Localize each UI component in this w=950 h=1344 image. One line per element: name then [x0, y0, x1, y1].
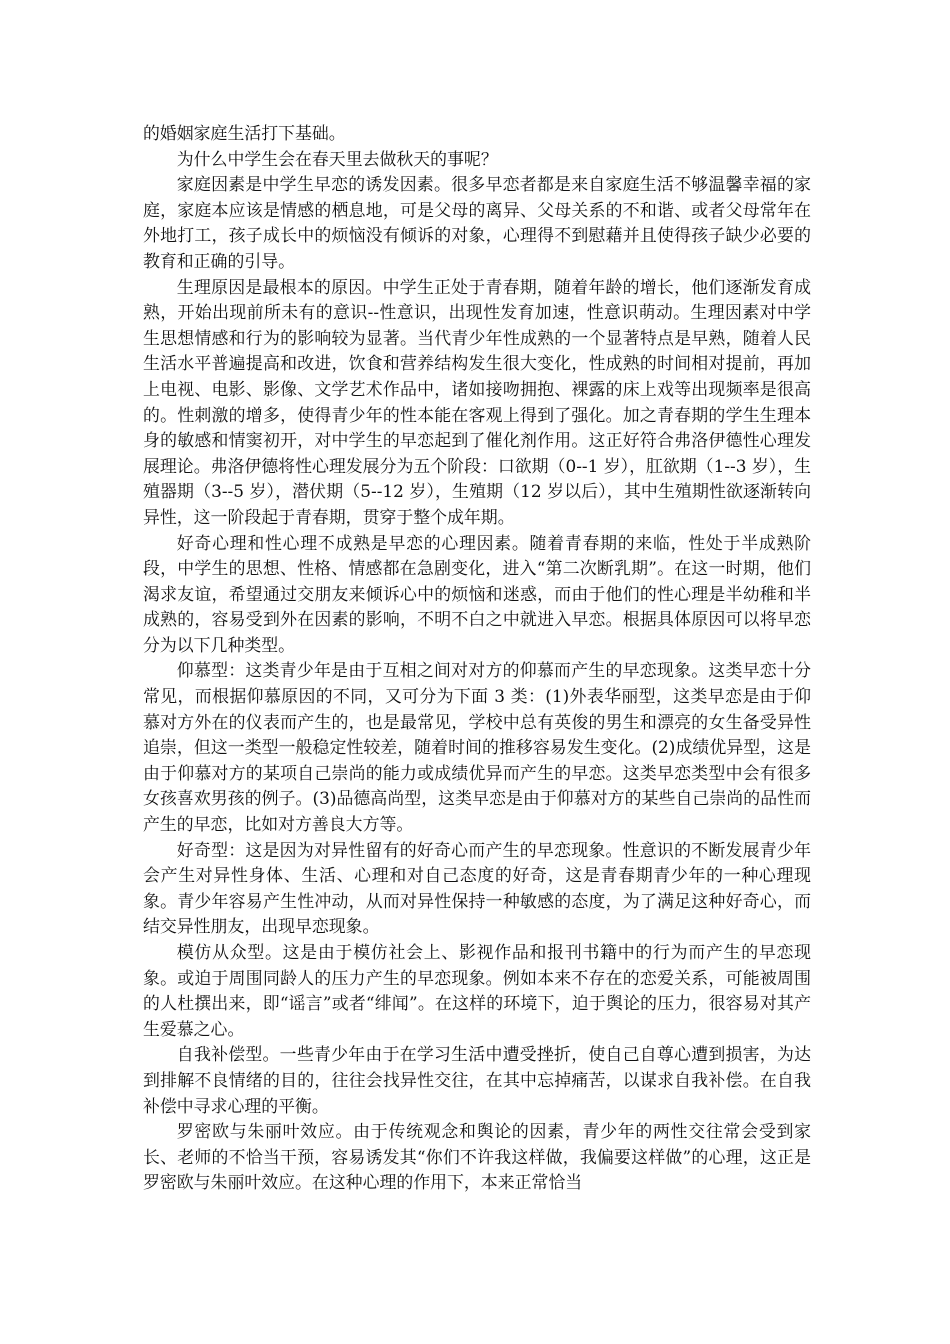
paragraph-7: 好奇型：这是因为对异性留有的好奇心而产生的早恋现象。性意识的不断发展青少年会产生对异性身体、生活、心理和对自己态度的好奇，这是青春期青少年的一种心理现象。青少年容易产生性冲动，从而对异性保持一种敏感的态度，为了满足这种好奇心，而结交异性朋友，出现早恋现象。 [143, 839, 811, 937]
paragraph-6: 仰慕型：这类青少年是由于互相之间对对方的仰慕而产生的早恋现象。这类早恋十分常见，而根据仰慕原因的不同，又可分为下面 3 类：(1)外表华丽型，这类早恋是由于仰慕对方外在的仪表而产生的，也是最常见，学校中总有英俊的男生和漂亮的女生备受异性追崇，但这一类型一般稳定性较差，随着时间的推移容易发生变化。(2)成绩优异型，这是由于仰慕对方的某项自己崇尚的能力或成绩优异而产生的早恋。这类早恋类型中会有很多女孩喜欢男孩的例子。(3)品德高尚型，这类早恋是由于仰慕对方的某些自己崇尚的品性而产生的早恋，比如对方善良大方等。 [143, 660, 811, 835]
paragraph-3: 家庭因素是中学生早恋的诱发因素。很多早恋者都是来自家庭生活不够温馨幸福的家庭，家庭本应该是情感的栖息地，可是父母的离异、父母关系的不和谐、或者父母常年在外地打工，孩子成长中的烦恼没有倾诉的对象，心理得不到慰藉并且使得孩子缺少必要的教育和正确的引导。 [143, 174, 811, 271]
paragraph-9: 自我补偿型。一些青少年由于在学习生活中遭受挫折，使自己自尊心遭到损害，为达到排解不良情绪的目的，往往会找异性交往，在其中忘掉痛苦，以谋求自我补偿。在自我补偿中寻求心理的平衡。 [143, 1044, 811, 1116]
paragraph-10: 罗密欧与朱丽叶效应。由于传统观念和舆论的因素，青少年的两性交往常会受到家长、老师的不恰当干预，容易诱发其“你们不许我这样做，我偏要这样做”的心理，这正是罗密欧与朱丽叶效应。在这种心理的作用下，本来正常恰当 [143, 1121, 811, 1193]
paragraph-1: 的婚姻家庭生活打下基础。 [143, 123, 346, 143]
paragraph-8: 模仿从众型。这是由于模仿社会上、影视作品和报刊书籍中的行为而产生的早恋现象。或迫于周围同龄人的压力产生的早恋现象。例如本来不存在的恋爱关系，可能被周围的人杜撰出来，即“谣言”或者“绯闻”。在这样的环境下，迫于舆论的压力，很容易对其产生爱慕之心。 [143, 942, 811, 1039]
document-body [143, 121, 811, 1196]
paragraph-5: 好奇心理和性心理不成熟是早恋的心理因素。随着青春期的来临，性处于半成熟阶段，中学生的思想、性格、情感都在急剧变化，进入“第二次断乳期”。在这一时期，他们渴求友谊，希望通过交朋友来倾诉心中的烦恼和迷惑，而由于他们的性心理是半幼稚和半成熟的，容易受到外在因素的影响，不明不白之中就进入早恋。根据具体原因可以将早恋分为以下几种类型。 [143, 532, 811, 655]
paragraph-2: 为什么中学生会在春天里去做秋天的事呢？ [176, 148, 498, 169]
paragraph-4: 生理原因是最根本的原因。中学生正处于青春期，随着年龄的增长，他们逐渐发育成熟，开始出现前所未有的意识--性意识，出现性发育加速，性意识萌动。生理因素对中学生思想情感和行为的影响较为显著。当代青少年性成熟的一个显著特点是早熟，随着人民生活水平普遍提高和改进，饮食和营养结构发生很大变化，性成熟的时间相对提前，再加上电视、电影、影像、文学艺术作品中，诸如接吻拥抱、裸露的床上戏等出现频率是很高的。性刺激的增多，使得青少年的性本能在客观上得到了强化。加之青春期的学生生理本身的敏感和情窦初开，对中学生的早恋起到了催化剂作用。这正好符合弗洛伊德性心理发展理论。弗洛伊德将性心理发展分为五个阶段：口欲期（0--1 岁），肛欲期（1--3 岁），生殖器期（3--5 岁），潜伏期（5--12 岁），生殖期（12 岁以后），其中生殖期性欲逐渐转向异性，这一阶段起于青春期，贯穿于整个成年期。 [143, 276, 811, 527]
